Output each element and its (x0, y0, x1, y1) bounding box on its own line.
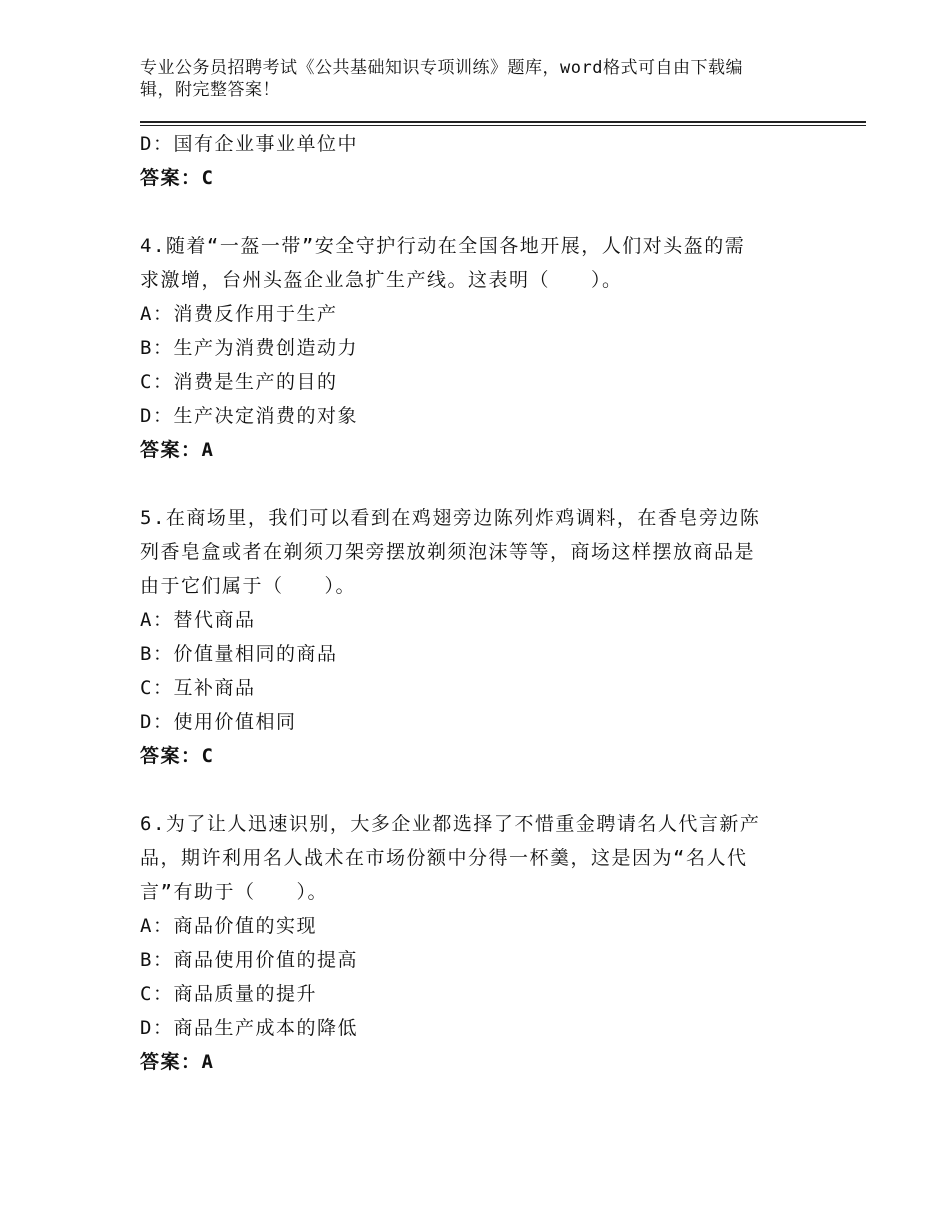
answer: 答案：A (140, 1051, 215, 1073)
question-stem-line: 4.随着“一盔一带”安全守护行动在全国各地开展，人们对头盔的需 (140, 235, 746, 257)
option-c: C：消费是生产的目的 (140, 371, 338, 393)
document-body (140, 127, 800, 1079)
option-b: B：生产为消费创造动力 (140, 337, 358, 359)
question-stem-line: 6.为了让人迅速识别，大多企业都选择了不惜重金聘请名人代言新产 (140, 813, 761, 835)
header-line-2: 辑，附完整答案！ (140, 80, 280, 100)
option-b: B：价值量相同的商品 (140, 643, 338, 665)
question-6 (140, 807, 800, 1079)
question-5 (140, 501, 800, 773)
question-stem-line: 求激增，台州头盔企业急扩生产线。这表明（ ）。 (140, 269, 623, 291)
header-rule-thick (140, 121, 866, 123)
answer: 答案：A (140, 439, 215, 461)
header-rule-thin (140, 125, 866, 126)
question-stem-line: 列香皂盒或者在剃须刀架旁摆放剃须泡沫等等，商场这样摆放商品是 (140, 541, 756, 563)
option-c: C：互补商品 (140, 677, 256, 699)
option-a: A：替代商品 (140, 609, 256, 631)
option-a: A：消费反作用于生产 (140, 303, 338, 325)
option-c: C：商品质量的提升 (140, 983, 317, 1005)
option-d: D：商品生产成本的降低 (140, 1017, 358, 1039)
page-header (140, 57, 780, 101)
option-a: A：商品价值的实现 (140, 915, 317, 937)
prev-answer: 答案：C (140, 167, 215, 189)
question-4 (140, 229, 800, 467)
question-stem-line: 5.在商场里，我们可以看到在鸡翅旁边陈列炸鸡调料，在香皂旁边陈 (140, 507, 761, 529)
question-stem-line: 由于它们属于（ ）。 (140, 575, 357, 597)
question-stem-line: 言”有助于（ ）。 (140, 881, 328, 903)
option-d: D：生产决定消费的对象 (140, 405, 358, 427)
answer: 答案：C (140, 745, 215, 767)
prev-option-d: D：国有企业事业单位中 (140, 133, 358, 155)
option-d: D：使用价值相同 (140, 711, 297, 733)
header-line-1: 专业公务员招聘考试《公共基础知识专项训练》题库，word格式可自由下载编 (140, 58, 743, 78)
option-b: B：商品使用价值的提高 (140, 949, 358, 971)
question-stem-line: 品，期许利用名人战术在市场份额中分得一杯羹，这是因为“名人代 (140, 847, 748, 869)
